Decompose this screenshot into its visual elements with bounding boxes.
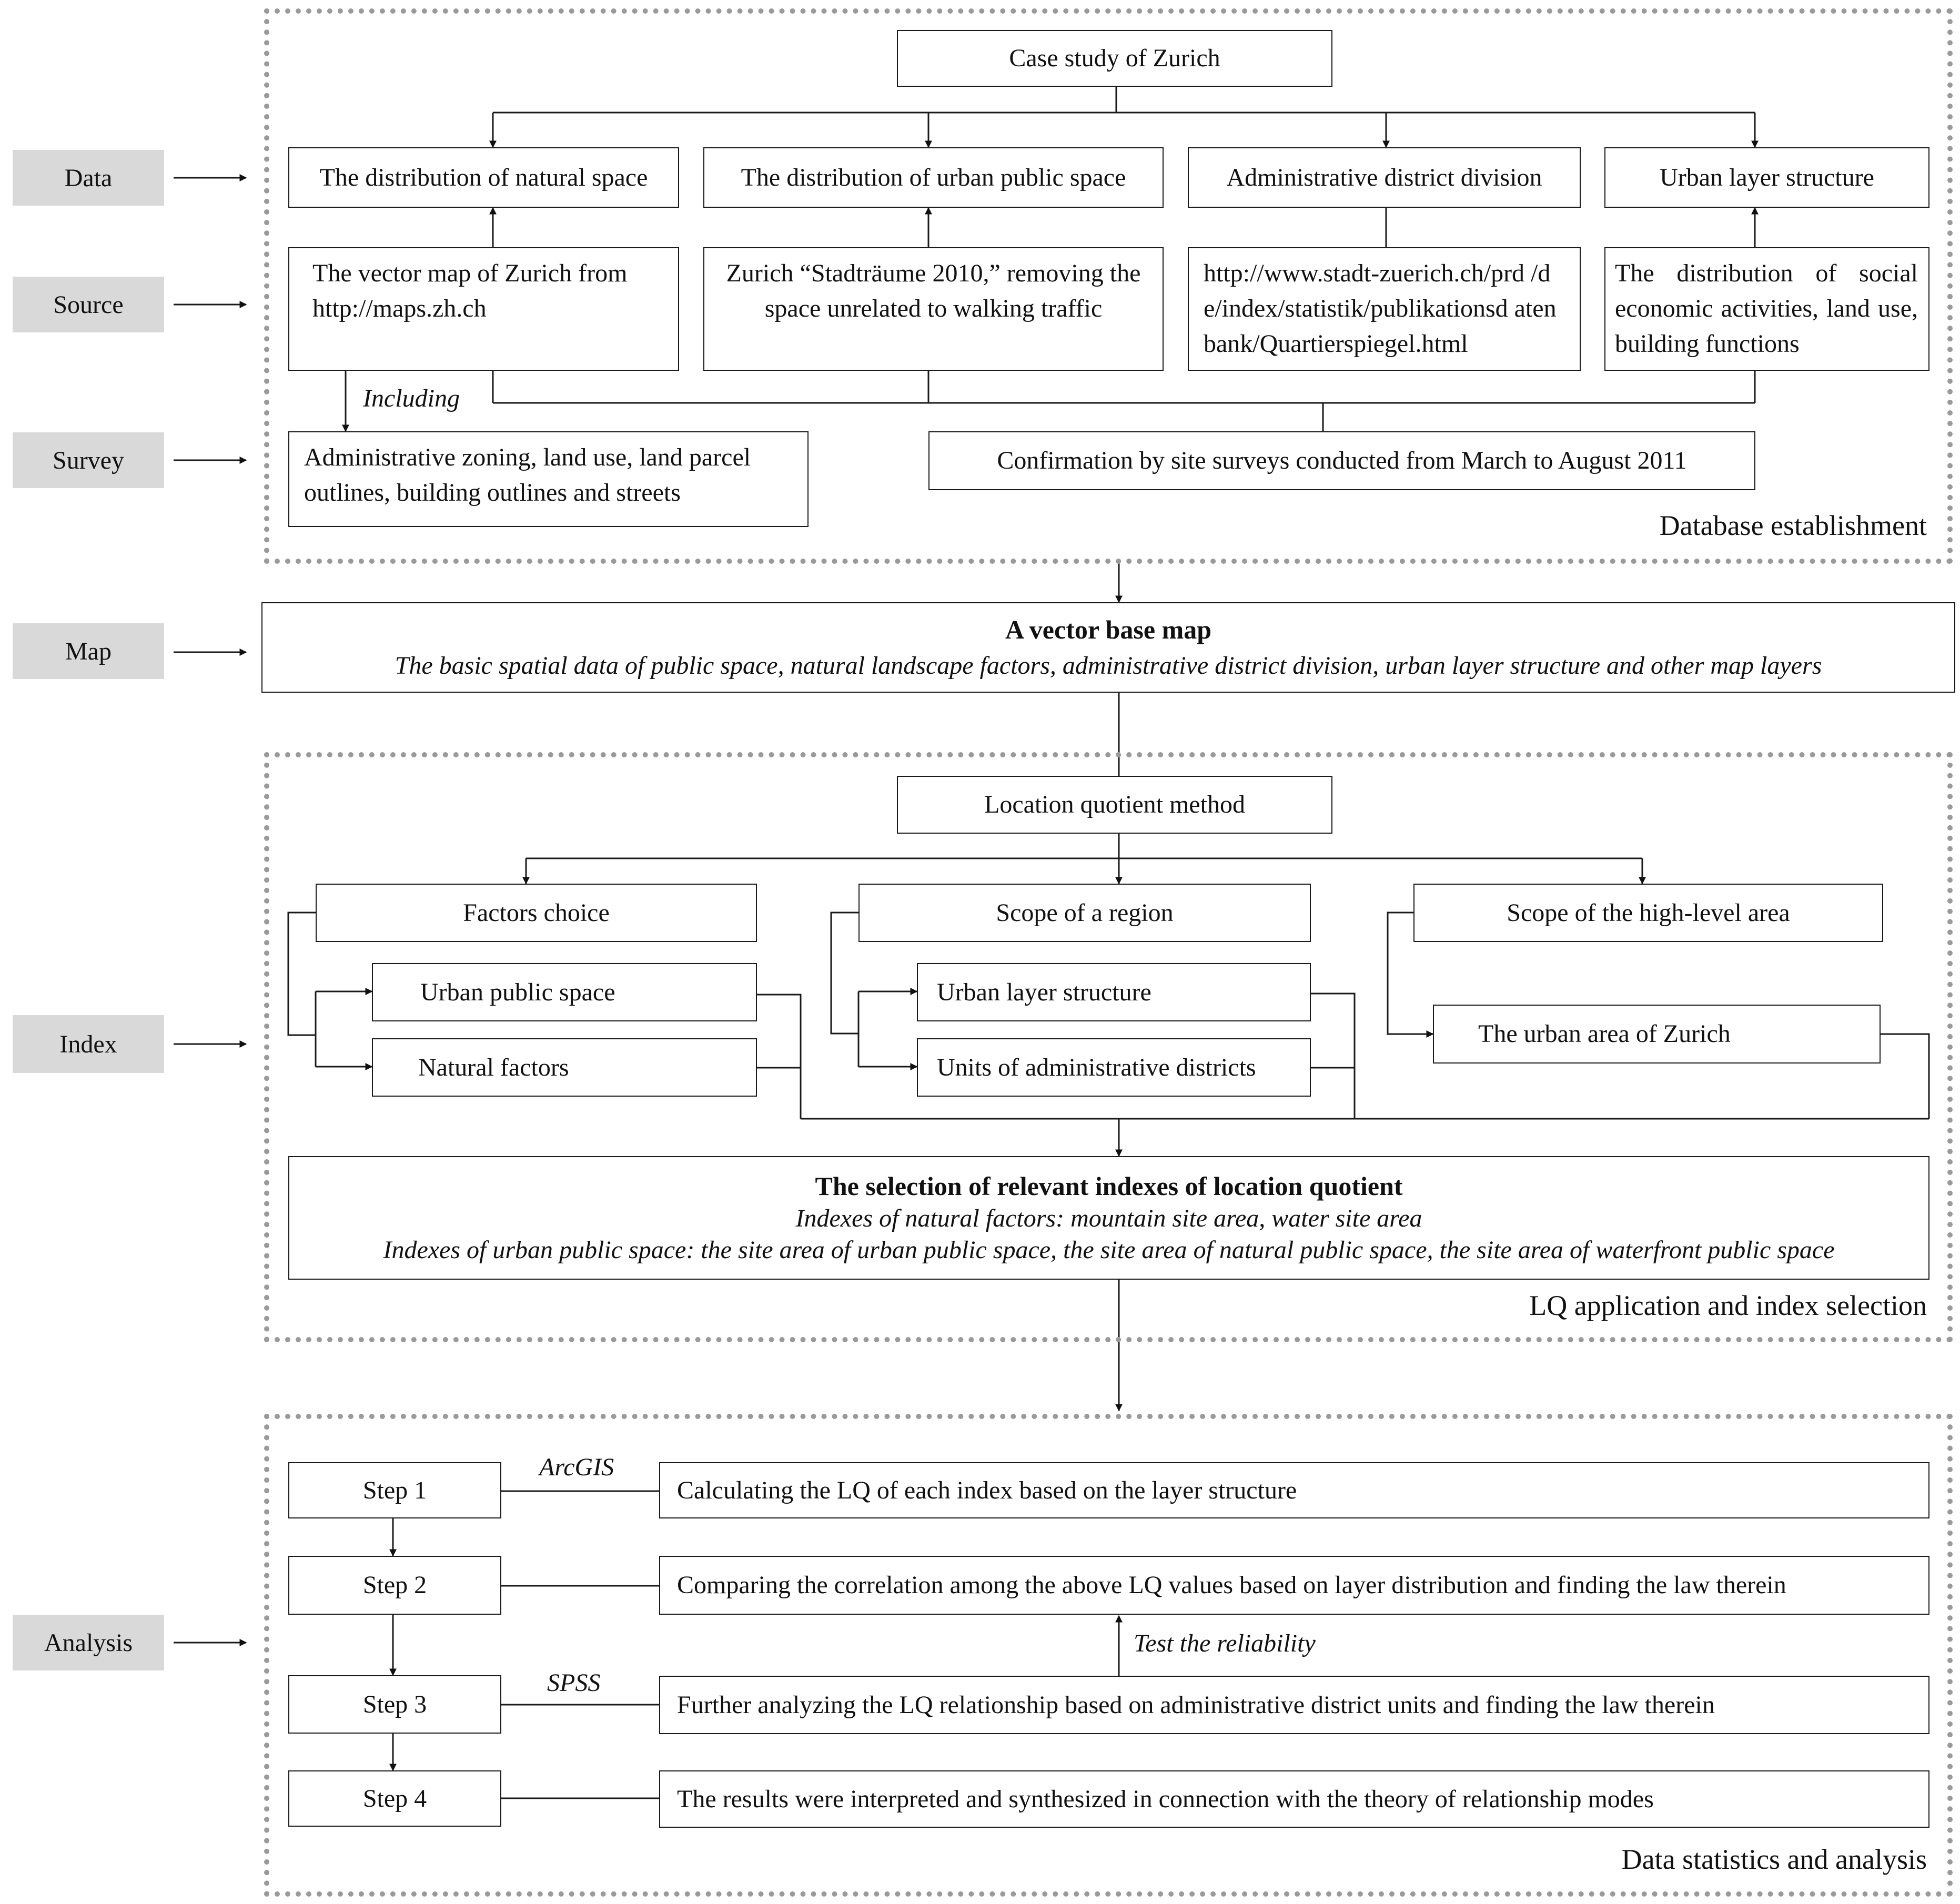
step-4-box: Step 4	[288, 1770, 501, 1827]
urban-public-space-box: Urban public space	[372, 963, 757, 1021]
label-analysis: Analysis	[13, 1615, 164, 1670]
map-title: A vector base map	[1005, 615, 1212, 645]
natural-factors-box: Natural factors	[372, 1038, 757, 1097]
label-survey: Survey	[13, 432, 164, 488]
vector-base-map-box	[261, 602, 1955, 693]
factors-choice-box: Factors choice	[316, 884, 757, 942]
selection-indexes-box	[288, 1156, 1929, 1280]
selection-title: The selection of relevant indexes of location quotient	[815, 1171, 1403, 1201]
arcgis-label: ArcGIS	[539, 1453, 614, 1481]
analysis-caption: Data statistics and analysis	[1621, 1844, 1927, 1875]
source-text-stadtraume: Zurich “Stadträume 2010,” removing the space unrelated to walking traffic	[726, 259, 1141, 323]
selection-line-urban: Indexes of urban public space: the site area of urban public space, the site area of natural public space, the site area of waterfront public space	[383, 1235, 1835, 1264]
source-box-stadtraume	[703, 247, 1164, 371]
result-box-4: The results were interpreted and synthesized in connection with the theory of relationship modes	[659, 1770, 1929, 1828]
scope-region-box: Scope of a region	[858, 884, 1311, 942]
survey-box-admin-zoning	[288, 431, 809, 527]
spss-label: SPSS	[547, 1669, 601, 1697]
scope-high-level-box: Scope of the high-level area	[1413, 884, 1883, 942]
location-quotient-box: Location quotient method	[897, 776, 1332, 834]
result-box-1: Calculating the LQ of each index based on the layer structure	[659, 1462, 1929, 1518]
step-2-box: Step 2	[288, 1556, 501, 1615]
case-study-box: Case study of Zurich	[897, 30, 1332, 87]
test-reliability-label: Test the reliability	[1134, 1629, 1316, 1657]
units-admin-districts-box: Units of administrative districts	[917, 1038, 1311, 1097]
urban-area-zurich-box: The urban area of Zurich	[1433, 1005, 1881, 1064]
data-box-natural-space: The distribution of natural space	[288, 147, 679, 208]
source-text-vector-map: The vector map of Zurich from http://maps.zh.ch	[312, 259, 628, 323]
database-caption: Database establishment	[1659, 510, 1927, 541]
survey-text-admin-zoning: Administrative zoning, land use, land parcel outlines, building outlines and streets	[304, 443, 751, 507]
data-box-admin-division: Administrative district division	[1188, 147, 1581, 208]
source-box-vector-map	[288, 247, 679, 371]
result-box-3: Further analyzing the LQ relationship based on administrative district units and finding the law therein	[659, 1676, 1929, 1734]
label-map: Map	[13, 623, 164, 679]
data-box-urban-public-space: The distribution of urban public space	[703, 147, 1164, 208]
urban-layer-structure-box: Urban layer structure	[917, 963, 1311, 1021]
result-box-2: Comparing the correlation among the above LQ values based on layer distribution and finding the law therein	[659, 1556, 1929, 1615]
including-label: Including	[363, 384, 460, 412]
step-1-box: Step 1	[288, 1462, 501, 1518]
source-text-url: http://www.stadt-zuerich.ch/prd /de/index/statistik/publikationsd atenbank/Quartierspiegel.html	[1204, 259, 1557, 358]
selection-line-natural: Indexes of natural factors: mountain site area, water site area	[795, 1204, 1422, 1232]
map-subtitle: The basic spatial data of public space, natural landscape factors, administrative district division, urban layer structure and other map layers	[395, 652, 1822, 680]
step-3-box: Step 3	[288, 1675, 501, 1734]
label-data: Data	[13, 150, 164, 206]
lq-caption: LQ application and index selection	[1529, 1290, 1927, 1321]
source-box-social-economic	[1604, 247, 1929, 371]
source-box-url	[1188, 247, 1581, 371]
label-source: Source	[13, 277, 164, 332]
survey-box-confirmation: Confirmation by site surveys conducted from March to August 2011	[928, 431, 1755, 490]
data-box-urban-layer: Urban layer structure	[1604, 147, 1929, 208]
label-index: Index	[13, 1015, 164, 1073]
source-text-social-economic: The distribution of social economic activities, land use, building functions	[1615, 259, 1918, 358]
